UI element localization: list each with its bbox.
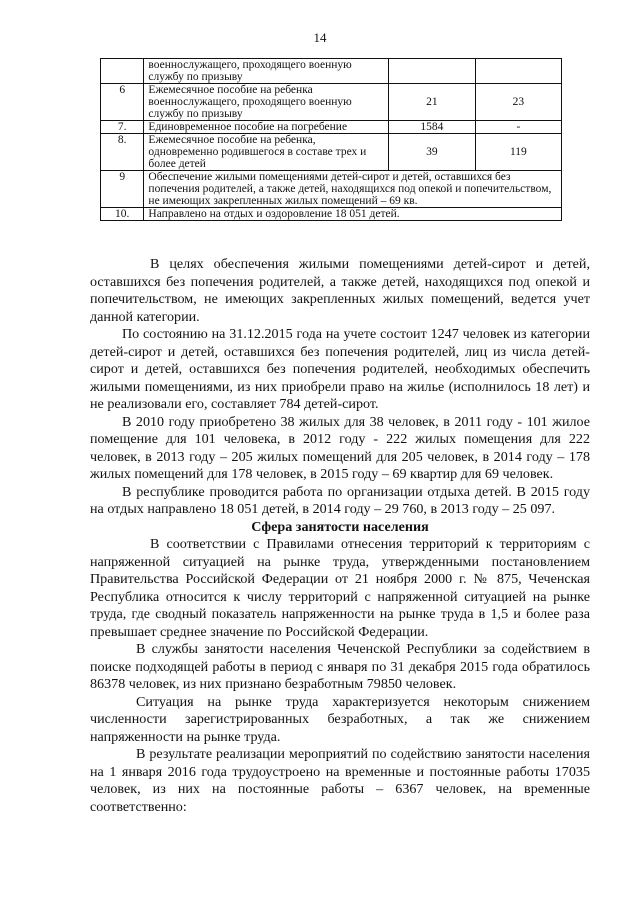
table-row: [101, 84, 562, 121]
benefits-table: [100, 58, 562, 221]
row-description: Единовременное пособие на погребение: [144, 121, 389, 134]
row-number: 9: [101, 171, 144, 208]
row-description: Ежемесячное пособие на ребенка, одновременно родившегося в составе трех и более детей: [144, 134, 389, 171]
row-value-2: 119: [475, 134, 561, 171]
row-number: 10.: [101, 208, 144, 221]
page-number: 14: [313, 30, 327, 45]
table-row: [101, 59, 562, 84]
row-value-2: 23: [475, 84, 561, 121]
paragraph: Ситуация на рынке труда характеризуется некоторым снижением численности зарегистрированных безработных, а так же снижением напряженности на рынке труда.: [90, 693, 590, 745]
table-row: [101, 171, 562, 208]
paragraph: По состоянию на 31.12.2015 года на учете состоит 1247 человек из категории детей-сирот и детей, оставшихся без попечения родителей, лиц из числа детей-сирот и детей, оставшихся без попечения родителей, необходимых обеспечить жилыми помещениями, из них приобрели право на жилье (исполнилось 18 лет) и не реализовали его, составляет 784 детей-сирот.: [90, 326, 590, 412]
row-number: 8.: [101, 134, 144, 171]
paragraph: В республике проводится работа по организации отдыха детей. В 2015 году на отдых направлено 18 051 детей, в 2014 году – 29 760, в 2013 году – 25 097.: [90, 483, 590, 517]
paragraph: В целях обеспечения жилыми помещениями детей-сирот и детей, оставшихся без попечения родителей, а также детей, находящихся под опекой и попечительством, не имеющих закрепленных жилых помещений, ведется учет данной категории.: [90, 256, 590, 325]
row-description: военнослужащего, проходящего военную службу по призыву: [144, 59, 389, 84]
row-description: Направлено на отдых и оздоровление 18 051 детей.: [144, 208, 562, 221]
row-description: Обеспечение жилыми помещениями детей-сирот и детей, оставшихся без попечения родителей, а также детей, находящихся под опекой и попечительством, не имеющих закрепленных жилых помещений – 69 кв.: [144, 171, 562, 208]
table-row: [101, 134, 562, 171]
row-description: Ежемесячное пособие на ребенка военнослужащего, проходящего военную службу по призыву: [144, 84, 389, 121]
table-row: [101, 208, 562, 221]
row-value-2: -: [475, 121, 561, 134]
paragraph: В службы занятости населения Чеченской Республики за содействием в поиске подходящей работы в период с января по 31 декабря 2015 года обратилось 86378 человек, из них признано безработным 79850 человек.: [90, 641, 590, 692]
row-value-1: 1584: [389, 121, 476, 134]
document-body: [90, 256, 590, 816]
row-number: [101, 59, 144, 84]
row-number: 7.: [101, 121, 144, 134]
row-number: 6: [101, 84, 144, 121]
paragraph: В результате реализации мероприятий по содействию занятости населения на 1 января 2016 года трудоустроено на временные и постоянные работы 17035 человек, из них на постоянные работы – 6367 человек, на временные соответственно:: [90, 746, 590, 815]
paragraph: В 2010 году приобретено 38 жилых для 38 человек, в 2011 году - 101 жилое помещение для 101 человека, в 2012 году - 222 жилых помещения для 222 человек, в 2013 году – 205 жилых помещений для 205 человек, в 2014 году – 178 жилых помещений для 178 человек, в 2015 году – 69 квартир для 69 человек.: [90, 413, 590, 482]
row-value-1: 39: [389, 134, 476, 171]
row-value-1: [389, 59, 476, 84]
paragraph: В соответствии с Правилами отнесения территорий к территориям с напряженной ситуацией на рынке труда, утвержденными постановлением Правительства Российской Федерации от 21 ноября 2000 г. № 875, Чеченская Республика относится к числу территорий с напряженной ситуацией на рынке труда, где сводный показатель напряженности на рынке труда в 1,5 и более раза превышает среднее значение по Российской Федерации.: [90, 536, 590, 640]
row-value-1: 21: [389, 84, 476, 121]
table-row: [101, 121, 562, 134]
row-value-2: [475, 59, 561, 84]
section-heading: Сфера занятости населения: [251, 518, 429, 535]
